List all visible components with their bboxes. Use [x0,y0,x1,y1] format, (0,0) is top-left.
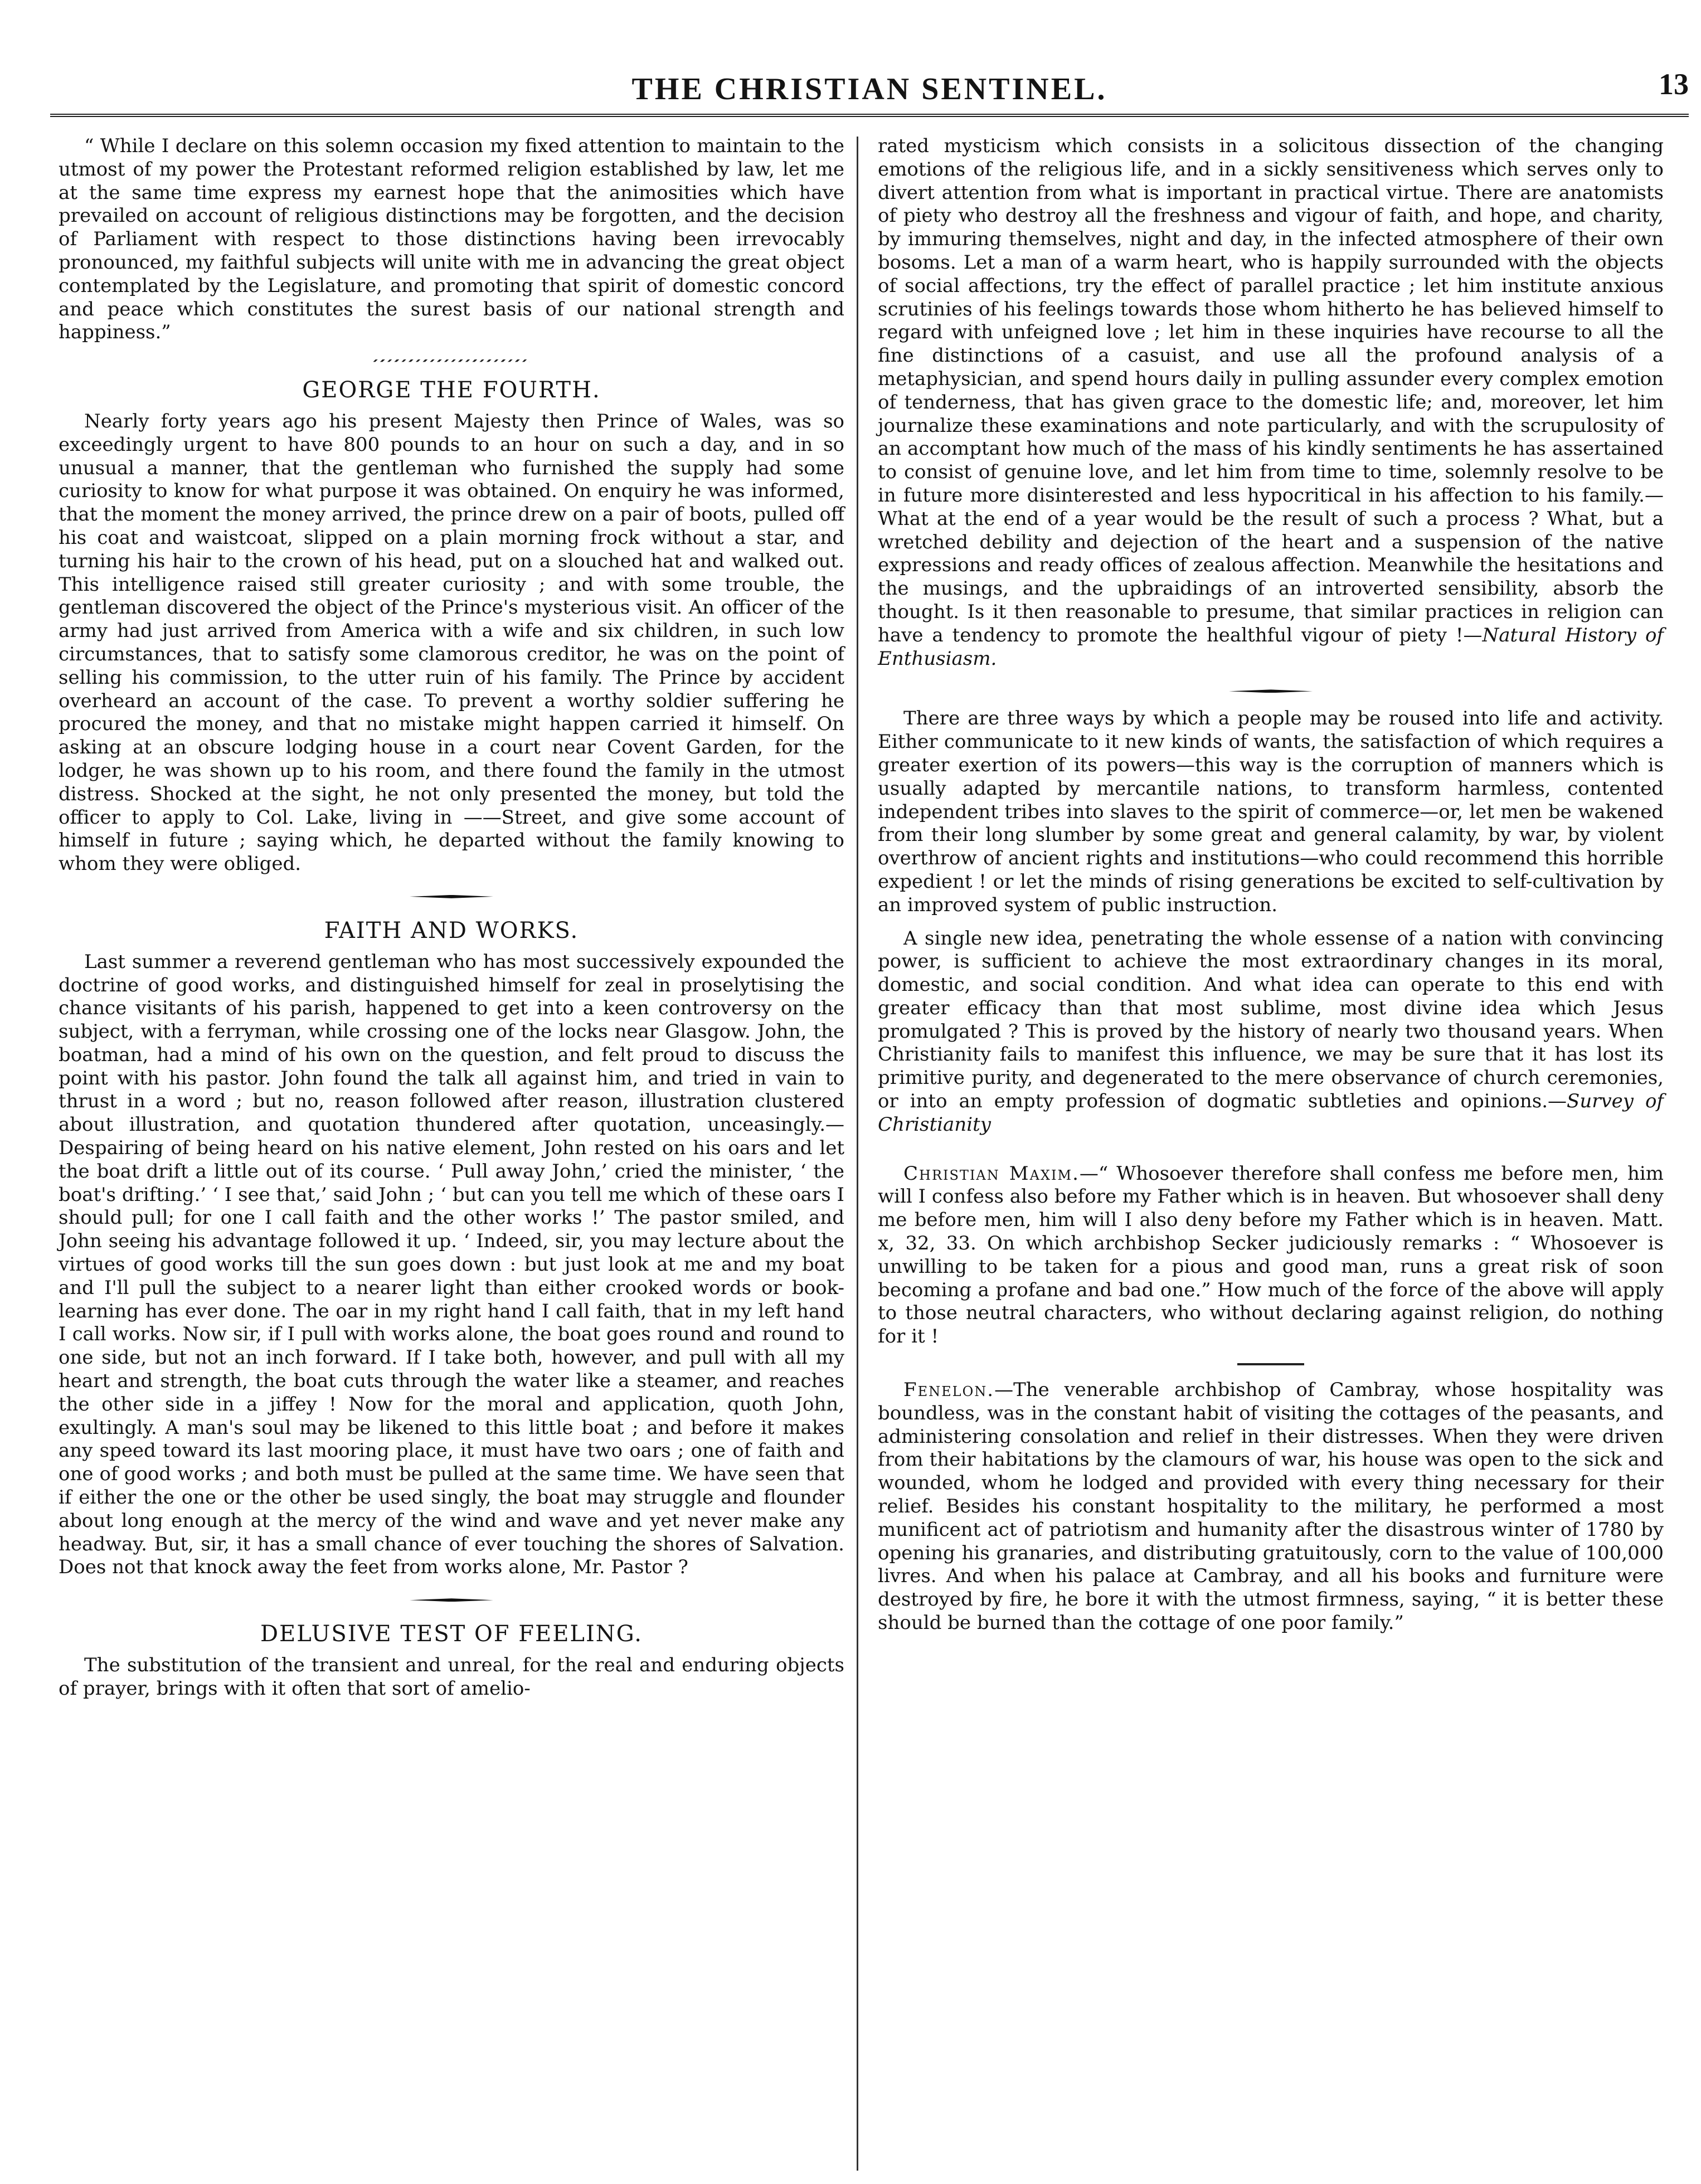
delusive-text: rated mysticism which consists in a solicitous dissection of the changing emotions of the religious life, and in a sickly sensitiveness which serves only to divert attention from what is important in practical virtue. There are anatomists of piety who destroy all the freshness and vigour of faith, and hope, and charity, by immuring themselves, night and day, in the infected atmosphere of their own bosoms. Let a man of a warm heart, who is happily surrounded with the objects of social affections, try the effect of parallel practice ; let him institute anxious scrutinies of his feelings towards those whom hitherto he has believed himself to regard with unfeigned love ; let him in these inquiries have recourse to all the fine distinctions of a casuist, and use all the profound analysis of a metaphysician, and spend hours daily in pulling assunder every complex emotion of tenderness, that has given grace to the domestic life; and, moreover, let him journalize these examinations and note particularly, and with the scrupulosity of an accomptant how much of the mass of his kindly sentiments he has assertained to consist of genuine love, and let him from time to time, solemnly resolve to be in future more disinterested and less hypocritical in his affection to his family.—What at the end of a year would be the result of such a process ? What, but a wretched debility and dejection of the heart and a suspension of the native expressions and ready offices of zealous affection. Meanwhile the hesitations and the musings, and the upbraidings of an introverted sensibility, absorb the thought. Is it then reasonable to presume, that similar practices in religion can have a tendency to promote the healthful vigour of piety !— [878,135,1664,646]
dash-ornament [410,1594,493,1606]
idea-text: A single new idea, penetrating the whole essense of a nation with convincing power, is sufficient to achieve the most extraordinary changes in its moral, domestic, and social condition. And what idea can operate to this end with greater efficacy than that most sublime, most divine idea which Jesus promulgated ? This is proved by the history of nearly two thousand years. When Christianity fails to manifest this influence, we may be sure that it has lost its primitive purity, and degenerated to the mere observance of church ceremonies, or into an empty profession of dogmatic subtleties and opinions.— [878,927,1664,1113]
fenelon-paragraph [878,1379,1664,1635]
maxim-paragraph [878,1162,1664,1349]
delusive-paragraph-start: The substitution of the transient and unreal, for the real and enduring objects of prayer, brings with it often that sort of amelio- [59,1654,844,1700]
column-divider [857,137,858,2171]
fenelon-label: Fenelon. [903,1379,995,1402]
dash-ornament [1229,685,1313,697]
maxim-label: Christian Maxim. [903,1162,1080,1185]
faith-paragraph: Last summer a reverend gentleman who has most successively expounded the doctrine of good works, and distinguished himself for zeal in proselytising the chance visitants of his parish, happened to get into a keen controversy on the subject, with a ferryman, while crossing one of the locks near Glasgow. John, the boatman, had a mind of his own on the question, and felt proud to discuss the point with his pastor. John found the talk all against him, and tried in vain to thrust in a word ; but no, reason followed after reason, illustration clustered about illustration, and quotation thundered after quotation, unceasingly.—Despairing of being heard on his native element, John rested on his oars and let the boat drift a little out of its course. ‘ Pull away John,’ cried the minister, ‘ the boat's drifting.’ ‘ I see that,’ said John ; ‘ but can you tell me which of these oars I should pull; for one I call faith and the other works !’ The pastor smiled, and John seeing his advantage followed it up. ‘ Indeed, sir, you may lecture about the virtues of good works till the sun goes down : but just look at me and my boat and I'll pull the subject to a nearer light than either crooked words or book-learning has ever done. The oar in my right hand I call faith, that in my left hand I call works. Now sir, if I pull with works alone, the boat goes round and round to one side, but not an inch forward. If I take both, however, and pull with all my heart and strength, the boat cuts through the water like a steamer, and reaches the other side in a jiffey ! Now for the moral and application, quoth John, exultingly. A man's soul may be likened to this little boat ; and before it makes any speed toward its last mooring place, it must have two oars ; one of faith and one of good works ; and both must be pulled at the same time. We have seen that if either the one or the other be used singly, the boat may struggle and flounder about long enough at the mercy of the wind and wave and yet never make any headway. But, sir, it has a small chance of ever touching the shores of Salvation. Does not that knock away the feet from works alone, Mr. Pastor ? [59,950,844,1579]
faith-heading: FAITH AND WORKS. [324,917,579,943]
running-title: THE CHRISTIAN SENTINEL. [631,72,1107,106]
dash-ornament [410,891,493,903]
idea-paragraph [878,927,1664,1137]
short-rule [1237,1363,1304,1365]
maxim-text: —“ Whosoever therefore shall confess me before men, him will I confess also before my Father which is in heaven. But whosoever shall deny me before men, him will I also deny before my Father which is in heaven. Matt. x, 32, 33. On which archbishop Secker judiciously remarks : “ Whosoever is unwilling to be taken for a pious and good man, runs a great risk of soon becoming a profane and bad one.” How much of the force of the above will apply to those neutral characters, who without declaring against religion, do nothing for it ! [878,1162,1664,1348]
wavy-ornament [373,354,529,367]
page-number: 13 [1659,67,1689,101]
right-column [878,135,1664,1635]
delusive-paragraph-end [878,135,1664,670]
george-paragraph: Nearly forty years ago his present Majesty then Prince of Wales, was so exceedingly urgent to have 800 pounds to an hour on such a day, and in so unusual a manner, that the gentleman who furnished the supply had some curiosity to know for what purpose it was obtained. On enquiry he was informed, that the moment the money arrived, the prince drew on a pair of boots, pulled off his coat and waistcoat, slipped on a plain morning frock without a star, and turning his hair to the crown of his head, put on a slouched hat and walked out. This intelligence raised still greater curiosity ; and with some trouble, the gentleman discovered the object of the Prince's mysterious visit. An officer of the army had just arrived from America with a wife and six children, in such low circumstances, that to satisfy some clamorous creditor, he was on the point of selling his commission, to the utter ruin of his family. The Prince by accident overheard an account of the case. To prevent a worthy soldier suffering he procured the money, and that no mistake might happen carried it himself. On asking at an obscure lodging house in a court near Covent Garden, for the lodger, he was shown up to his room, and there found the family in the utmost distress. Shocked at the sight, he not only presented the money, but told the officer to apply to Col. Lake, living in ——Street, and give some account of himself in future ; saying which, he departed without the family knowing to whom they were obliged. [59,410,844,875]
delusive-heading: DELUSIVE TEST OF FEELING. [260,1621,643,1647]
delusive-attribution: Natural History of Enthusiasm. [878,624,1664,670]
george-heading: GEORGE THE FOURTH. [302,377,601,403]
running-header [50,67,1689,128]
speech-paragraph: “ While I declare on this solemn occasion my fixed attention to maintain to the utmost of my power the Protestant reformed religion established by law, let me at the same time express my earnest hope that the animosities which have prevailed on account of religious distinctions may be forgotten, and the decision of Parliament with respect to those distinctions having been irrevocably pronounced, my faithful subjects will unite with me in advancing the great object contemplated by the Legislature, and promoting that spirit of domestic concord and peace which constitutes the surest basis of our national strength and happiness.” [59,135,844,344]
header-double-rule [50,114,1689,120]
fenelon-text: —The venerable archbishop of Cambray, whose hospitality was boundless, was in the constant habit of visiting the cottages of the peasants, and administering consolation and relief in their distresses. When they were driven from their habitations by the clamours of war, his house was open to the sick and wounded, whom he lodged and provided with every thing necessary for their relief. Besides his constant hospitality to the military, he performed a most munificent act of patriotism and humanity after the disastrous winter of 1780 by opening his granaries, and distributing gratuitously, corn to the value of 100,000 livres. And when his palace at Cambray, and all his books and furniture were destroyed by fire, he bore it with the utmost firmness, saying, “ it is better these should be burned than the cottage of one poor family.” [878,1379,1664,1635]
left-column [59,135,844,1701]
idea-attribution: Survey of Christianity [878,1090,1664,1136]
ways-paragraph: There are three ways by which a people may be roused into life and activity. Either communicate to it new kinds of wants, the satisfaction of which requires a greater exertion of its powers—this way is the corruption of manners which is usually adapted by mercantile nations, to transform harmless, contented independent tribes into slaves to the spirit of commerce—or, let men be wakened from their long slumber by some great and general calamity, by war, by violent overthrow of ancient rights and institutions—who could recommend this horrible expedient ! or let the minds of rising generations be excited to self-cultivation by an improved system of public instruction. [878,707,1664,916]
